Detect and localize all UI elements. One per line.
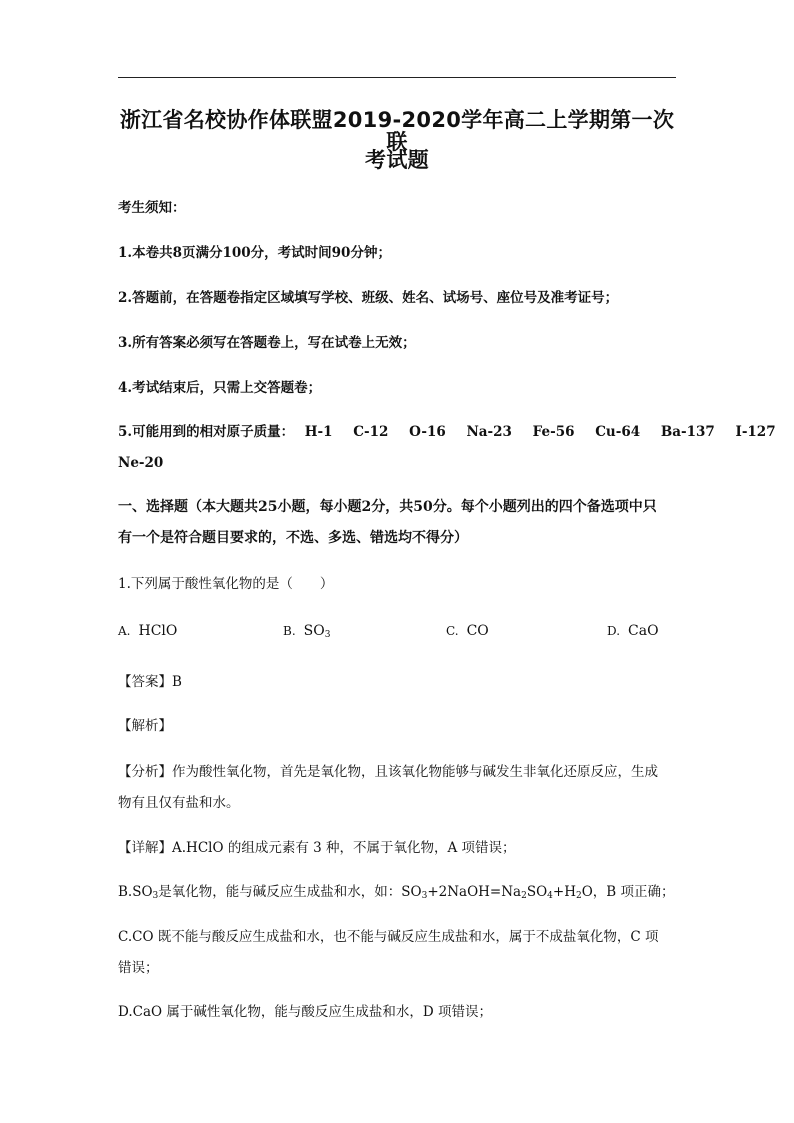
detail-b-part: 是氧化物，能与碱反应生成盐和水，如：SO <box>158 884 422 900</box>
detail-b-sub: 2 <box>521 891 527 901</box>
atomic-mass-overflow: Ne-20 <box>118 455 164 471</box>
notice-item-3: 3.所有答案必须写在答题卷上，写在试卷上无效； <box>118 335 416 351</box>
fenxi-line2: 物有且仅有盐和水。 <box>118 795 240 811</box>
option-a-text: HClO <box>138 623 178 639</box>
option-b <box>283 623 330 639</box>
document-title-line1: 浙江省名校协作体联盟2019-2020学年高二上学期第一次联 <box>119 108 675 154</box>
detail-b-sub: 2 <box>576 891 582 901</box>
notice-item-2: 2.答题前，在答题卷指定区域填写学校、班级、姓名、试场号、座位号及准考证号； <box>118 290 619 306</box>
option-c-text: CO <box>466 623 489 639</box>
fenxi-line1: 【分析】作为酸性氧化物，首先是氧化物，且该氧化物能够与碱发生非氧化还原反应，生成 <box>118 764 658 780</box>
detail-c-line1: C.CO 既不能与酸反应生成盐和水，也不能与碱反应生成盐和水，属于不成盐氧化物，C 项 <box>118 929 659 945</box>
notice-item-5-label: 5.可能用到的相对原子质量： <box>118 424 295 440</box>
answer-line: 【答案】B <box>118 674 182 690</box>
detail-b-part: +H <box>552 884 576 900</box>
detail-d: D.CaO 属于碱性氧化物，能与酸反应生成盐和水，D 项错误； <box>118 1004 492 1020</box>
detail-b-part: B.SO <box>118 884 153 900</box>
atomic-mass: Fe-56 <box>532 424 575 440</box>
detail-b-sub: 4 <box>547 891 553 901</box>
notice-heading: 考生须知： <box>118 200 186 216</box>
option-d-letter: D. <box>607 624 621 638</box>
atomic-mass: C-12 <box>353 424 389 440</box>
option-b-text: SO <box>303 623 325 639</box>
option-d-text: CaO <box>628 623 659 639</box>
analysis-label: 【解析】 <box>118 718 172 734</box>
option-c <box>446 623 489 639</box>
detail-b <box>118 884 675 900</box>
section-heading-line2: 有一个是符合题目要求的，不选、多选、错选均不得分） <box>118 530 468 546</box>
atomic-mass: H-1 <box>304 424 333 440</box>
notice-item-5 <box>118 424 776 440</box>
detail-b-part: O，B 项正确； <box>581 884 675 900</box>
document-title-line2: 考试题 <box>365 148 429 172</box>
notice-item-1: 1.本卷共8页满分100分，考试时间90分钟； <box>118 245 391 261</box>
atomic-mass: Cu-64 <box>595 424 641 440</box>
section-heading-line1: 一、选择题（本大题共25小题，每小题2分，共50分。每个小题列出的四个备选项中只 <box>118 499 657 515</box>
option-b-subscript: 3 <box>324 630 331 640</box>
question-1-stem: 1.下列属于酸性氧化物的是（ ） <box>118 576 334 592</box>
option-a-letter: A. <box>118 624 131 638</box>
detail-a: 【详解】A.HClO 的组成元素有 3 种，不属于氧化物，A 项错误； <box>118 840 516 856</box>
option-a <box>118 623 177 639</box>
atomic-mass: Na-23 <box>466 424 512 440</box>
detail-c-line2: 错误； <box>118 960 159 976</box>
notice-item-4: 4.考试结束后，只需上交答题卷； <box>118 380 322 396</box>
option-c-letter: C. <box>446 624 459 638</box>
option-d <box>607 623 659 639</box>
atomic-mass: Ba-137 <box>660 424 715 440</box>
option-b-letter: B. <box>283 624 296 638</box>
detail-b-sub: 3 <box>421 891 428 901</box>
detail-b-part: SO <box>526 884 548 900</box>
header-rule <box>118 77 676 78</box>
detail-b-part: +2NaOH=Na <box>427 884 522 900</box>
atomic-mass: O-16 <box>409 424 446 440</box>
atomic-mass: I-127 <box>735 424 776 440</box>
detail-b-sub: 3 <box>152 891 159 901</box>
